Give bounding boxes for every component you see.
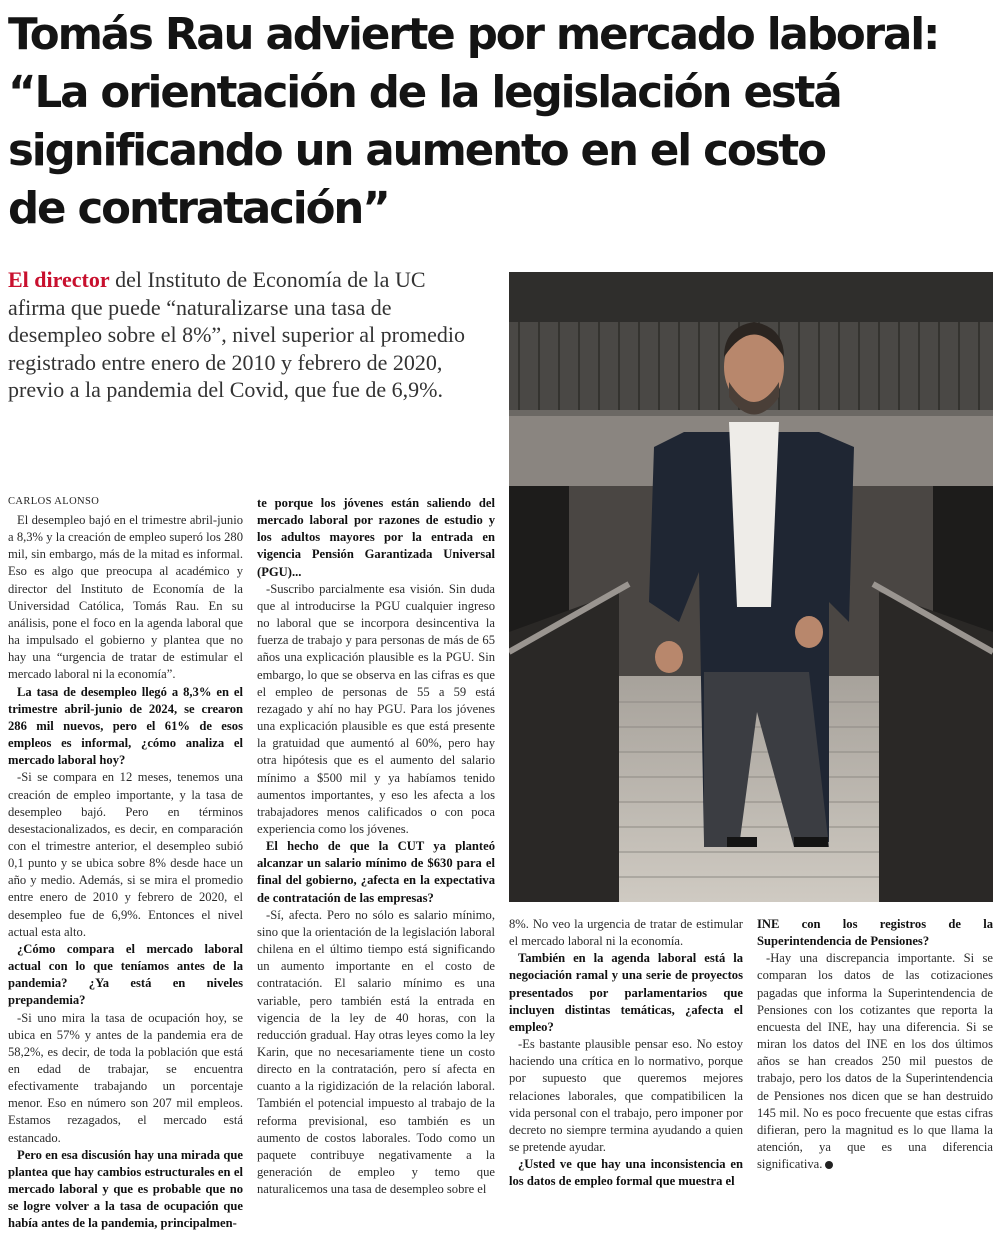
lead-paragraph — [8, 266, 503, 404]
interview-question: Pero en esa discusión hay una mirada que plantea que hay cambios estructurales en el mercado laboral y que es probable que no se logre volver a la tasa de ocupación que había antes de la pandemia, principalmen- — [8, 1147, 243, 1231]
body-paragraph: -Si uno mira la tasa de ocupación hoy, se ubica en 57% y antes de la pandemia era de 58,2%, es decir, de toda la población que está en edad de trabajar, se encuentra efectivamente trabajando un porcentaje menor. Eso en número son 207 mil empleos. Estamos rezagados, el mercado está estancado. — [8, 1010, 243, 1145]
interview-question: También en la agenda laboral está la negociación ramal y una serie de proyectos presentados por parlamentarios que incluyen distintas temáticas, ¿afecta el empleo? — [509, 951, 743, 1034]
body-paragraph: -Sí, afecta. Pero no sólo es salario mínimo, sino que la orientación de la legislación laboral chilena en el último tiempo está significando un aumento importante en el costo de contratación. El salario mínimo es una variable, pero también está la entrada en vigencia de la ley de 40 horas, con la reducción gradual. Hay otras leyes como la ley Karin, que no necesariamente tiene un costo directo en la contratación, pero sí afecta en cuanto a la rigidización de la relación laboral. También el potencial impuesto al trabajo de la reforma previsional, eso también es un aumento de costos laborales. Todo como un paquete contribuye negativamente a la generación de empleo y temo que naturalicemos una tasa de desempleo sobre el — [257, 907, 495, 1197]
interview-question: INE con los registros de la Superintendencia de Pensiones? — [757, 917, 993, 949]
body-paragraph: -Hay una discrepancia importante. Si se comparan los datos de las cotizaciones pagadas que informa la Superintendencia de Pensiones con los cotizantes que reporta la encuesta del INE, hay una diferencia. Si se miran los datos del INE en los dos últimos años se han creados 250 mil puestos de trabajo, pero los datos de la Superintendencia de Pensiones nos dicen que se han destruido 145 mil. No es poco frecuente que estas cifras difieran, pero la magnitud es lo que llama la atención, ya que es una diferencia significativa. — [757, 951, 993, 1172]
body-paragraph: -Si se compara en 12 meses, tenemos una creación de empleo importante, y la tasa de desempleo bajó. Pero en términos desestacionalizados, es decir, en comparación con el trimestre anterior, el desempleo subió 0,1 punto y se ubica sobre 8% desde hace un año y medio. Además, si se mira el promedio entre enero de 2010 y febrero de 2020, el desempleo fue de 6,9%. Entonces el nivel actual esta alto. — [8, 770, 243, 939]
headline-line: Tomás Rau advierte por mercado laboral: — [8, 10, 939, 60]
interview-question: El hecho de que la CUT ya planteó alcanzar un salario mínimo de $630 para el final del gobierno, ¿afecta en la expectativa de contratación de las empresas? — [257, 839, 495, 905]
lead-line: previo a la pandemia del Covid, que fue de 6,9%. — [8, 377, 443, 402]
text-column-3 — [509, 916, 743, 1191]
headline-line: significando un aumento en el costo — [8, 126, 825, 176]
text-column-4 — [757, 916, 993, 1173]
text-column-2 — [257, 495, 495, 1198]
lead-line — [8, 266, 503, 294]
byline: CARLOS ALONSO — [8, 496, 100, 507]
interview-question: La tasa de desempleo llegó a 8,3% en el trimestre abril-junio de 2024, se crearon 286 mil nuevos, pero el 61% de esos empleos es informal, ¿cómo analiza el mercado laboral hoy? — [8, 684, 243, 768]
lead-line: registrado entre enero de 2010 y febrero de 2020, — [8, 349, 443, 375]
lead-line: desempleo sobre el 8%”, nivel superior al promedio — [8, 322, 465, 347]
interview-question: ¿Usted ve que hay una inconsistencia en los datos de empleo formal que muestra el — [509, 1157, 743, 1189]
headline-line: “La orientación de la legislación está — [8, 68, 841, 118]
body-paragraph: -Es bastante plausible pensar eso. No estoy haciendo una crítica en lo normativo, porque por supuesto que queremos mejores relaciones laborales, que compatibilicen la vida personal con el trabajo, pero imponer por decreto no siempre termina ayudando a quien se pretende ayudar. — [509, 1037, 743, 1155]
lead-line: afirma que puede “naturalizarse una tasa de — [8, 294, 392, 320]
portrait-photo — [509, 272, 993, 902]
headline — [8, 6, 993, 238]
lead-line-text: del Instituto de Economía de la UC — [109, 267, 426, 292]
body-paragraph: El desempleo bajó en el trimestre abril-junio a 8,3% y la creación de empleo superó los 280 mil, sin embargo, más de la mitad es informal. Eso es algo que preocupa al académico y director del Instituto de Economía de la Universidad Católica, Tomás Rau. En su análisis, pone el foco en la agenda laboral que ha impulsado el gobierno y plantea que no hay una “urgencia de tratar de estimular el mercado laboral ni la economía”. — [8, 513, 243, 682]
text-column-1 — [8, 512, 243, 1233]
interview-question: te porque los jóvenes están saliendo del mercado laboral por razones de estudio y los adultos mayores por la entrada en vigencia Pensión Garantizada Universal (PGU)... — [257, 496, 495, 579]
lead-highlight: El director — [8, 267, 110, 292]
end-mark-icon — [825, 1161, 833, 1169]
interview-question: ¿Cómo compara el mercado laboral actual con lo que teníamos antes de la pandemia? ¿Ya está en niveles prepandemia? — [8, 941, 243, 1008]
body-paragraph: -Suscribo parcialmente esa visión. Sin duda que al introducirse la PGU cualquier ingreso no laboral que se incorpora desincentiva la fuerza de trabajo y para personas de más de 65 años una explicación plausible es la PGU. Sin embargo, lo que se observa en las cifras es que el empleo de personas de 55 a 59 está rezagado y ahí no hay PGU. Para los jóvenes una explicación plausible es que está presente la gratuidad que aumentó al 60%, pero hay otra hipótesis que es el aumento del salario mínimo a $500 mil y ya habíamos tenido aumentos importantes, y eso les afecta a los trabajadores menos calificados o con poca experiencia como los jóvenes. — [257, 581, 495, 836]
body-paragraph: 8%. No veo la urgencia de tratar de estimular el mercado laboral ni la economía. — [509, 917, 743, 949]
headline-line: de contratación” — [8, 184, 389, 234]
